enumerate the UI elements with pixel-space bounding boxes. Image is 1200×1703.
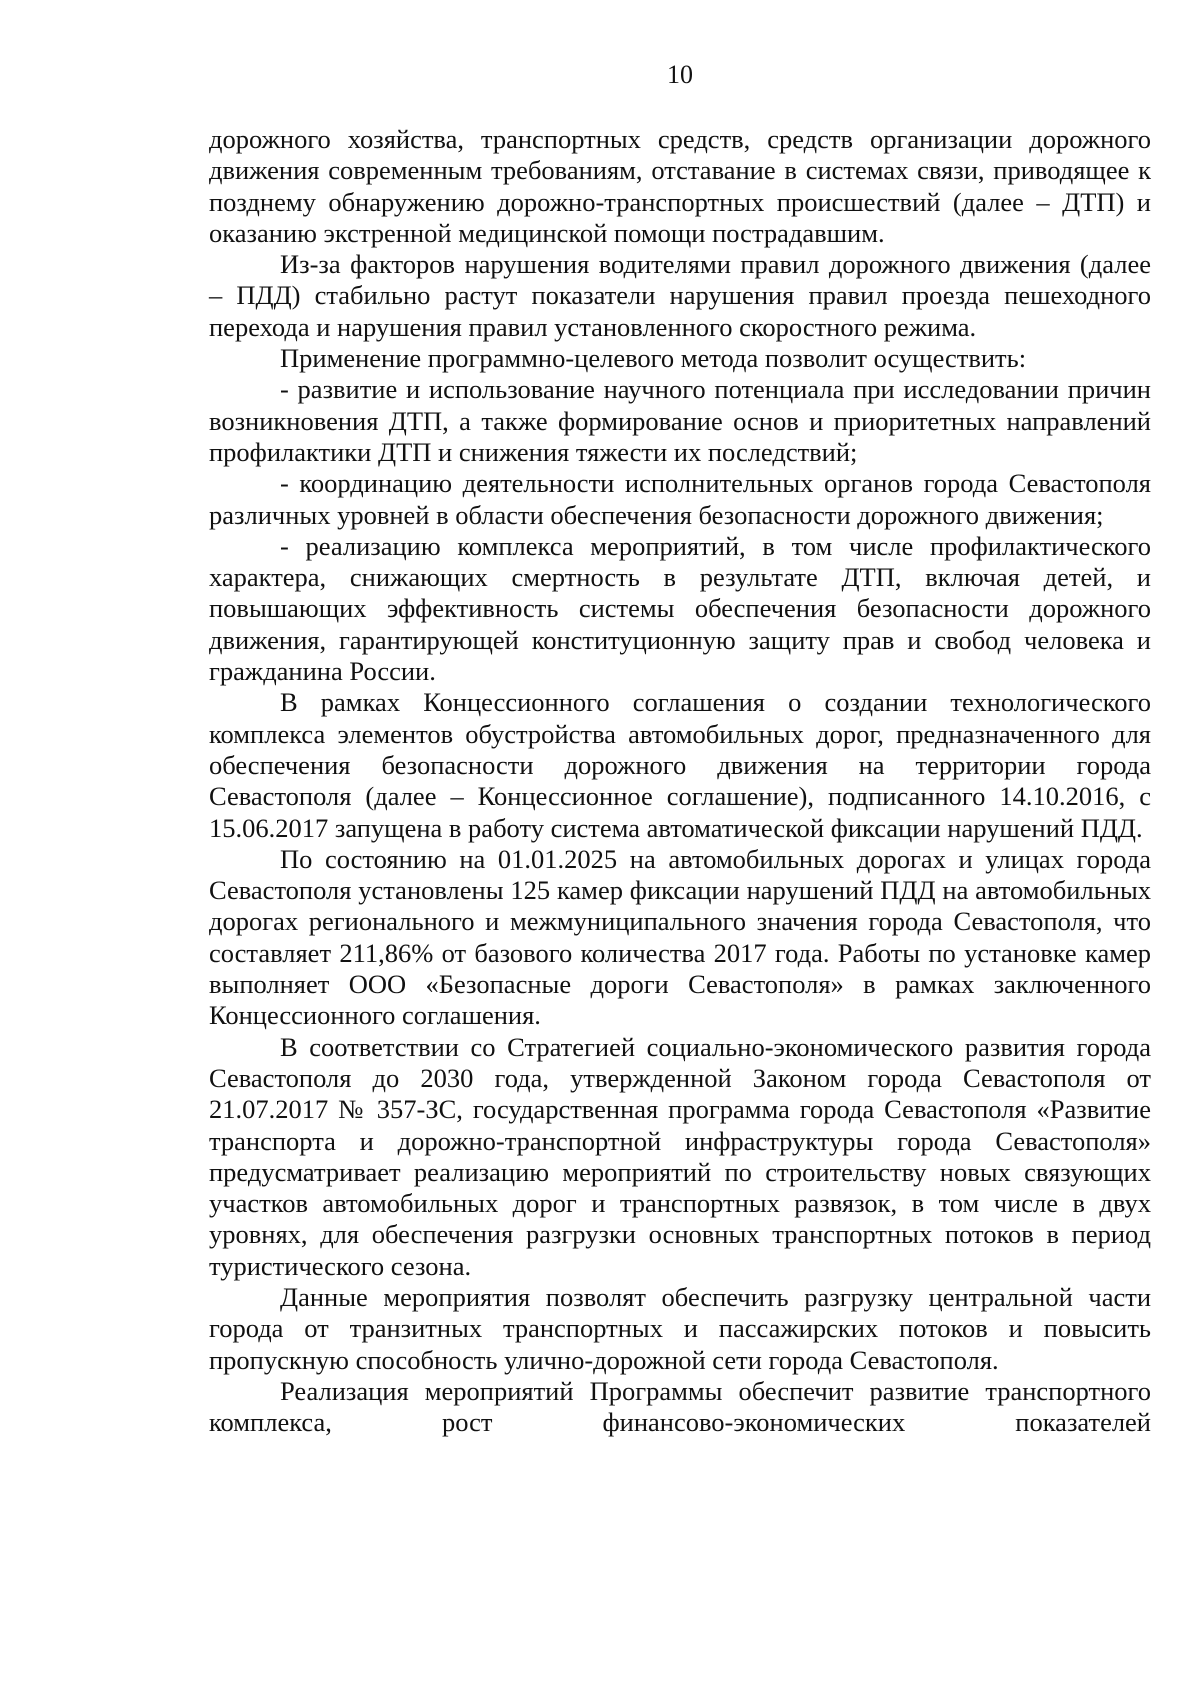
- paragraph: В соответствии со Стратегией социально-экономического развития города Севастополя до 2030 года, утвержденной Законом города Севастополя от 21.07.2017 № 357-ЗС, государственная программа города Севастополя «Развитие транспорта и дорожно-транспортной инфраструктуры города Севастополя» предусматривает реализацию мероприятий по строительству новых связующих участков автомобильных дорог и транспортных развязок, в том числе в двух уровнях, для обеспечения разгрузки основных транспортных потоков в период туристического сезона.: [209, 1031, 1151, 1281]
- list-item-paragraph: - развитие и использование научного потенциала при исследовании причин возникновения ДТП, а также формирование основ и приоритетных направлений профилактики ДТП и снижения тяжести их последствий;: [209, 374, 1151, 467]
- page-number: 10: [667, 60, 693, 89]
- paragraph: Из-за факторов нарушения водителями правил дорожного движения (далее – ПДД) стабильно растут показатели нарушения правил проезда пешеходного перехода и нарушения правил установленного скоростного режима.: [209, 249, 1151, 342]
- document-body: [209, 124, 1151, 1438]
- paragraph: Применение программно-целевого метода позволит осуществить:: [280, 343, 1027, 374]
- paragraph: дорожного хозяйства, транспортных средств, средств организации дорожного движения современным требованиям, отставание в системах связи, приводящее к позднему обнаружению дорожно-транспортных происшествий (далее – ДТП) и оказанию экстренной медицинской помощи пострадавшим.: [209, 124, 1151, 248]
- list-item-paragraph: - координацию деятельности исполнительных органов города Севастополя различных уровней в области обеспечения безопасности дорожного движения;: [209, 468, 1151, 530]
- paragraph: По состоянию на 01.01.2025 на автомобильных дорогах и улицах города Севастополя установлены 125 камер фиксации нарушений ПДД на автомобильных дорогах регионального и межмуниципального значения города Севастополя, что составляет 211,86% от базового количества 2017 года. Работы по установке камер выполняет ООО «Безопасные дороги Севастополя» в рамках заключенного Концессионного соглашения.: [209, 843, 1151, 1031]
- list-item-paragraph: - реализацию комплекса мероприятий, в том числе профилактического характера, снижающих смертность в результате ДТП, включая детей, и повышающих эффективность системы обеспечения безопасности дорожного движения, гарантирующей конституционную защиту прав и свобод человека и гражданина России.: [209, 530, 1151, 687]
- paragraph: Данные мероприятия позволят обеспечить разгрузку центральной части города от транзитных транспортных и пассажирских потоков и повысить пропускную способность улично-дорожной сети города Севастополя.: [209, 1281, 1151, 1375]
- paragraph: В рамках Концессионного соглашения о создании технологического комплекса элементов обустройства автомобильных дорог, предназначенного для обеспечения безопасности дорожного движения на территории города Севастополя (далее – Концессионное соглашение), подписанного 14.10.2016, с 15.06.2017 запущена в работу система автоматической фиксации нарушений ПДД.: [209, 687, 1151, 843]
- paragraph: Реализация мероприятий Программы обеспечит развитие транспортного комплекса, рост финансово-экономических показателей: [209, 1375, 1151, 1438]
